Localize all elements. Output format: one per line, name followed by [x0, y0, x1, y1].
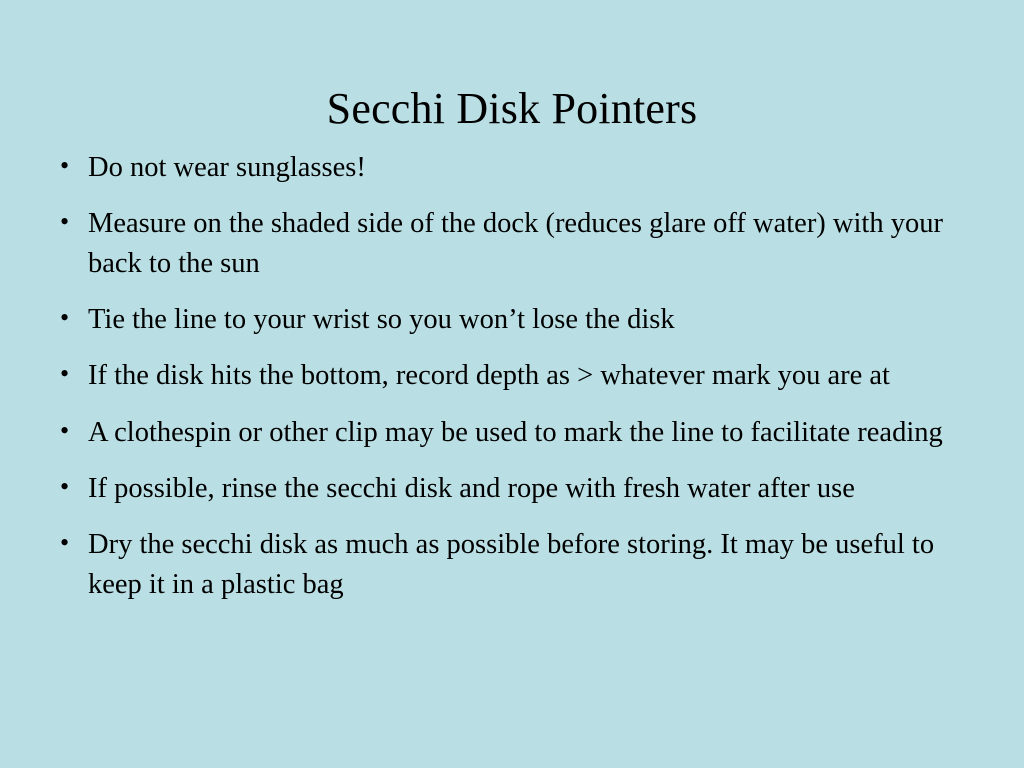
bullet-marker-icon: •	[60, 151, 70, 180]
list-item-text: Measure on the shaded side of the dock (reduces glare off water) with your back to the sun	[88, 208, 943, 279]
bullet-marker-icon: •	[60, 415, 70, 445]
list-item	[52, 356, 982, 395]
list-item-text: A clothespin or other clip may be used to mark the line to facilitate reading	[88, 416, 943, 448]
list-item	[52, 525, 982, 604]
list-item	[52, 204, 982, 283]
bullet-marker-icon: •	[60, 207, 70, 237]
list-item	[52, 469, 982, 508]
list-item	[52, 148, 982, 187]
bullet-marker-icon: •	[60, 359, 70, 389]
list-item-text: Dry the secchi disk as much as possible before storing. It may be useful to keep it in a plastic bag	[88, 529, 935, 600]
list-item-text: Tie the line to your wrist so you won’t lose the disk	[88, 303, 675, 335]
list-item	[52, 300, 982, 339]
bullet-marker-icon: •	[60, 471, 70, 501]
bullet-marker-icon: •	[60, 302, 70, 332]
list-item-text: Do not wear sunglasses!	[88, 152, 366, 183]
list-item-text: If possible, rinse the secchi disk and rope with fresh water after use	[88, 472, 855, 504]
bullet-marker-icon: •	[60, 528, 70, 558]
list-item	[52, 413, 982, 452]
page-title: Secchi Disk Pointers	[326, 84, 698, 134]
list-item-text: If the disk hits the bottom, record depth as > whatever mark you are at	[88, 360, 890, 392]
bullet-list	[52, 148, 982, 621]
